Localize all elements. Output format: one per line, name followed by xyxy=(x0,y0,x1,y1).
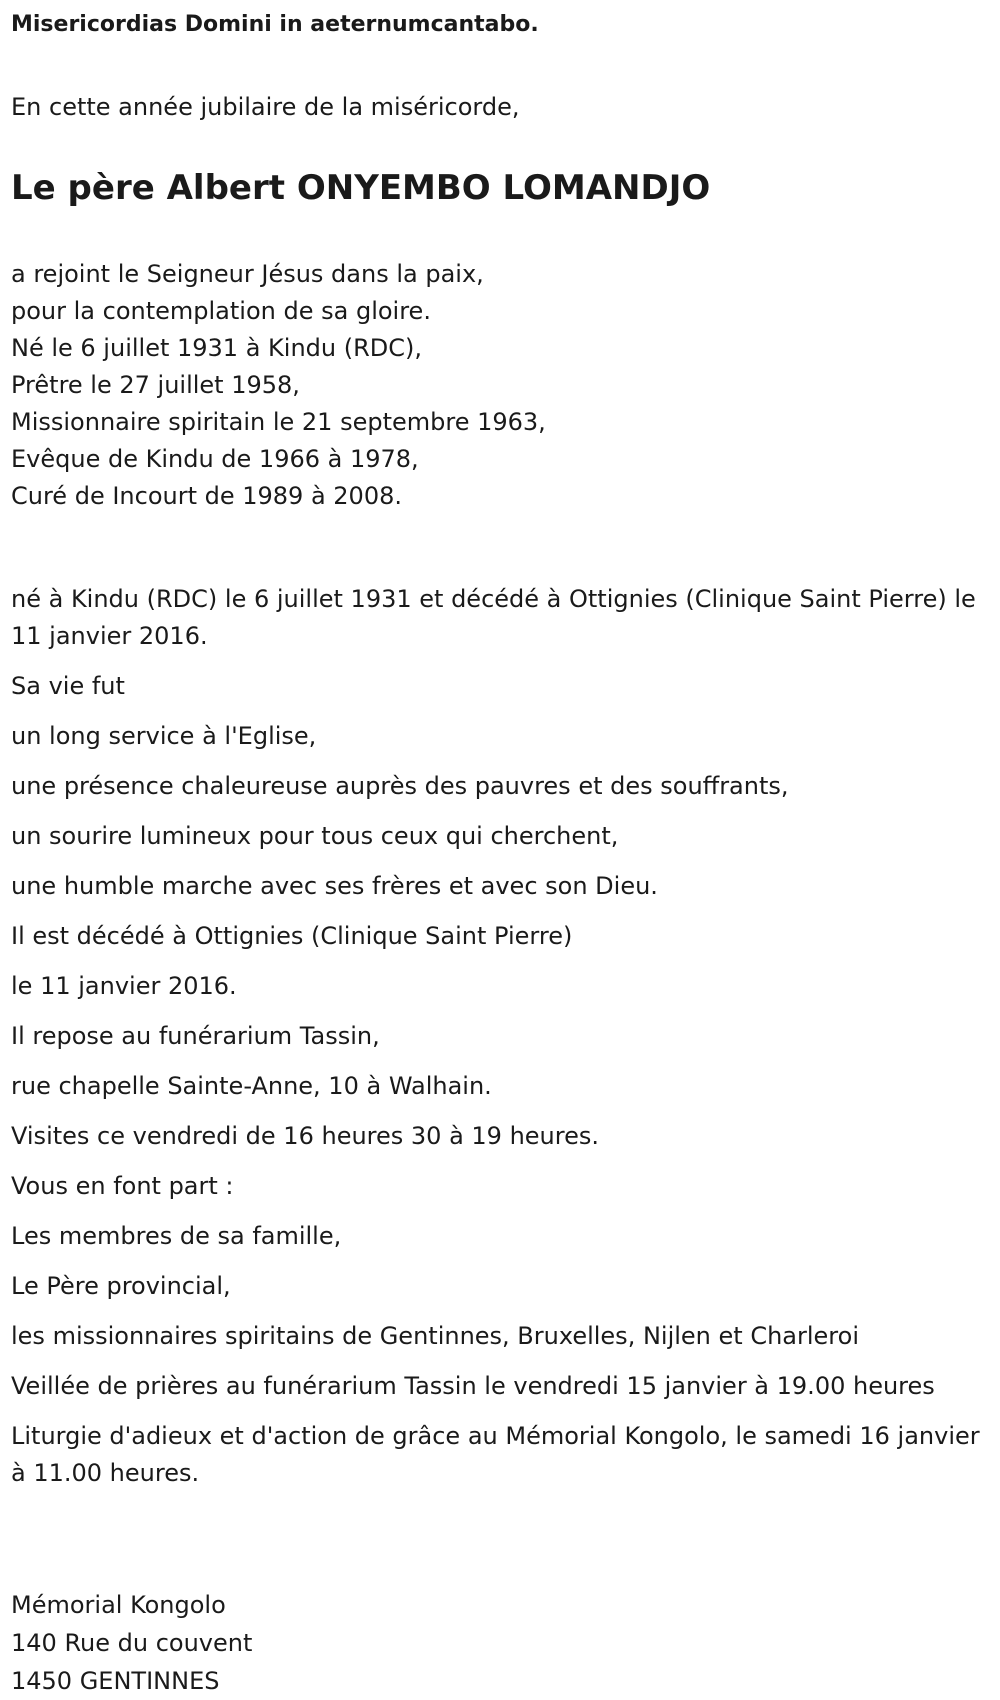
motto: Misericordias Domini in aeternumcantabo. xyxy=(11,12,539,37)
announcement-paragraph: Sa vie fut xyxy=(11,672,125,700)
biography xyxy=(11,256,546,515)
biography-line: a rejoint le Seigneur Jésus dans la paix, xyxy=(11,260,484,288)
announcement xyxy=(11,581,996,1505)
announcement-paragraph: Visites ce vendredi de 16 heures 30 à 19 heures. xyxy=(11,1122,599,1150)
announcement-paragraph: Liturgie d'adieux et d'action de grâce au Mémorial Kongolo, le samedi 16 janvier à 11.00 heures. xyxy=(11,1422,980,1487)
address xyxy=(11,1586,252,1700)
intro-line: En cette année jubilaire de la miséricorde, xyxy=(11,93,520,121)
biography-line: Missionnaire spiritain le 21 septembre 1963, xyxy=(11,408,546,436)
announcement-paragraph: rue chapelle Sainte-Anne, 10 à Walhain. xyxy=(11,1072,492,1100)
address-line: 1450 GENTINNES xyxy=(11,1667,220,1695)
announcement-paragraph: Il est décédé à Ottignies (Clinique Saint Pierre) xyxy=(11,922,573,950)
announcement-paragraph: un long service à l'Eglise, xyxy=(11,722,317,750)
announcement-paragraph: une humble marche avec ses frères et avec son Dieu. xyxy=(11,872,658,900)
announcement-paragraph: né à Kindu (RDC) le 6 juillet 1931 et décédé à Ottignies (Clinique Saint Pierre) le 11 janvier 2016. xyxy=(11,585,976,650)
announcement-paragraph: Vous en font part : xyxy=(11,1172,234,1200)
deceased-name: Le père Albert ONYEMBO LOMANDJO xyxy=(11,168,711,208)
announcement-paragraph: les missionnaires spiritains de Gentinnes, Bruxelles, Nijlen et Charleroi xyxy=(11,1322,859,1350)
biography-line: Curé de Incourt de 1989 à 2008. xyxy=(11,482,402,510)
announcement-paragraph: Le Père provincial, xyxy=(11,1272,231,1300)
announcement-paragraph: Les membres de sa famille, xyxy=(11,1222,342,1250)
biography-line: Né le 6 juillet 1931 à Kindu (RDC), xyxy=(11,334,422,362)
biography-line: Prêtre le 27 juillet 1958, xyxy=(11,371,300,399)
announcement-paragraph: un sourire lumineux pour tous ceux qui cherchent, xyxy=(11,822,619,850)
biography-line: Evêque de Kindu de 1966 à 1978, xyxy=(11,445,419,473)
announcement-paragraph: Veillée de prières au funérarium Tassin le vendredi 15 janvier à 19.00 heures xyxy=(11,1372,935,1400)
announcement-paragraph: Il repose au funérarium Tassin, xyxy=(11,1022,380,1050)
announcement-paragraph: le 11 janvier 2016. xyxy=(11,972,237,1000)
address-line: 140 Rue du couvent xyxy=(11,1629,253,1657)
announcement-paragraph: une présence chaleureuse auprès des pauvres et des souffrants, xyxy=(11,772,789,800)
biography-line: pour la contemplation de sa gloire. xyxy=(11,297,431,325)
address-line: Mémorial Kongolo xyxy=(11,1591,226,1619)
